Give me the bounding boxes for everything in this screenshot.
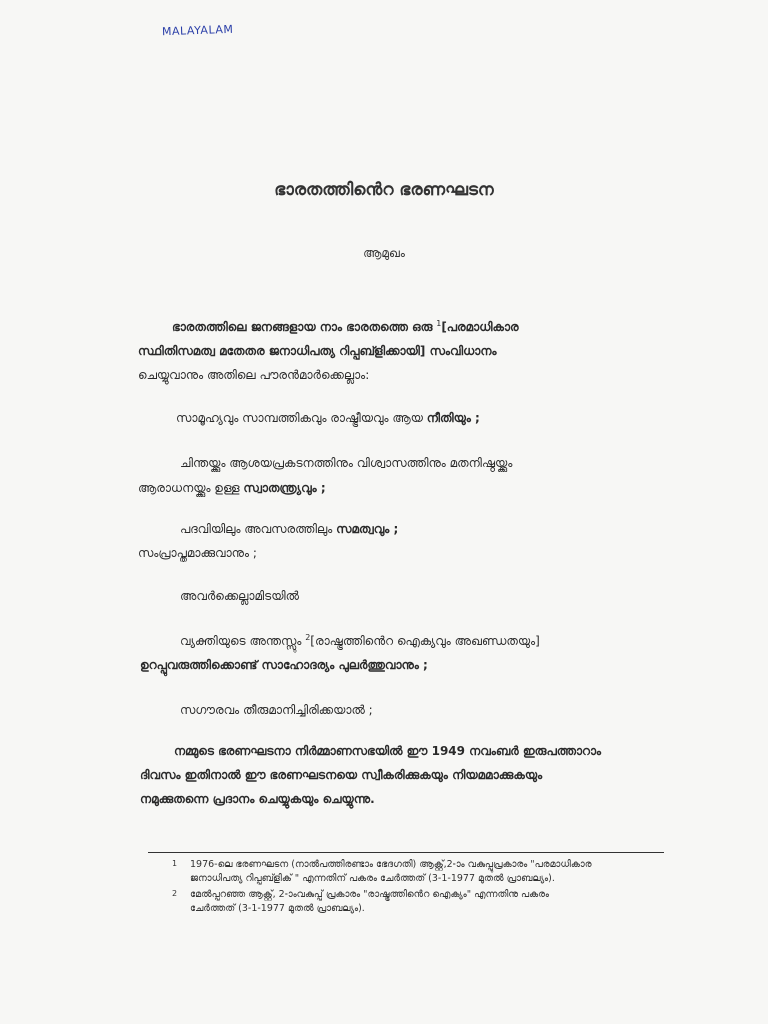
footnote-text: ചേർത്തത് (3-1-1977 മുതൽ പ്രാബല്യം). <box>190 902 365 914</box>
preamble-line <box>140 790 375 808</box>
preamble-line <box>138 479 326 497</box>
preamble-line <box>174 742 601 760</box>
preamble-text: നമുക്കുതന്നെ പ്രദാനം ചെയ്യുകയും ചെയ്യുന്നു. <box>140 792 375 806</box>
document-title: ഭാരതത്തിൻെറ ഭരണഘടന <box>274 180 494 200</box>
footnote-divider <box>148 852 664 853</box>
footnote-marker: 2 <box>172 889 178 898</box>
preamble-line <box>140 766 542 784</box>
preamble-line <box>180 701 373 719</box>
preamble-text: [രാഷ്ട്രത്തിൻെറ ഐക്യവും അഖണ്ഡതയും] <box>310 634 540 648</box>
preamble-line <box>138 366 369 384</box>
preamble-keyword: സ്വാതന്ത്ര്യവും ; <box>243 481 326 495</box>
preamble-text: ആരാധനയ്ക്കും ഉള്ള <box>138 481 240 495</box>
preamble-line <box>140 656 428 674</box>
preamble-text: ഭാരതത്തിലെ ജനങ്ങളായ നാം ഭാരതത്തെ ഒരു <box>172 320 433 334</box>
footnote <box>172 888 665 916</box>
document-subtitle: ആമുഖം <box>363 246 405 260</box>
preamble-text: ഉറപ്പുവരുത്തിക്കൊണ്ട് സാഹോദര്യം പുലർത്തുവാനും ; <box>140 658 428 672</box>
preamble-text: പദവിയിലും അവസരത്തിലും <box>180 522 333 536</box>
preamble-line <box>172 318 519 336</box>
handwritten-note: MALAYALAM <box>161 22 234 39</box>
preamble-text: സംപ്രാപ്തമാക്കുവാനും ; <box>138 546 257 560</box>
preamble-text: സാമൂഹ്യവും സാമ്പത്തികവും രാഷ്ട്രീയവും ആയ <box>176 411 423 425</box>
preamble-text: സഗൗരവം തീരുമാനിച്ചിരിക്കയാൽ ; <box>180 703 373 717</box>
footnote-marker: 1 <box>172 859 178 868</box>
preamble-line <box>138 544 257 562</box>
preamble-keyword: സമത്വവും ; <box>336 522 399 536</box>
footnote-ref: 2 <box>305 633 311 642</box>
preamble-keyword: നീതിയും ; <box>426 411 480 425</box>
preamble-line <box>180 587 299 605</box>
footnote-text: ജനാധിപത്യ റിപ്പബ്ളിക് " എന്നതിന് പകരം ചേർത്തത് (3-1-1977 മുതൽ പ്രാബല്യം). <box>190 872 555 884</box>
preamble-text: [പരമാധികാര <box>441 320 519 334</box>
preamble-line <box>138 342 497 360</box>
footnote <box>172 858 665 886</box>
footnote-text: 1976-ലെ ഭരണഘടന (നാൽപത്തിരണ്ടാം ഭേദഗതി) ആക്റ്റ്,2-ാം വകുപ്പുപ്രകാരം "പരമാധികാര <box>190 859 592 870</box>
preamble-text: അവർക്കെല്ലാമിടയിൽ <box>180 589 299 603</box>
preamble-line <box>180 454 512 472</box>
preamble-text: നമ്മുടെ ഭരണഘടനാ നിർമ്മാണസഭയിൽ ഈ 1949 നവംബർ ഇരുപത്താറാം <box>174 744 602 758</box>
preamble-line <box>180 520 398 538</box>
preamble-line <box>176 409 480 427</box>
preamble-text: സ്ഥിതിസമത്വ മതേതര ജനാധിപത്യ റിപ്പബ്ളിക്കായി] സംവിധാനം <box>138 344 497 358</box>
preamble-text: ചെയ്യുവാനും അതിലെ പൗരൻമാർക്കെല്ലാം: <box>138 368 370 382</box>
footnote-ref: 1 <box>436 319 442 328</box>
preamble-text: ചിന്തയ്ക്കും ആശയപ്രകടനത്തിനും വിശ്വാസത്തിനും മതനിഷ്ഠയ്ക്കും <box>180 456 513 470</box>
preamble-text: ദിവസം ഇതിനാൽ ഈ ഭരണഘടനയെ സ്വീകരിക്കുകയും നിയമമാക്കുകയും <box>140 768 543 782</box>
footnote-text: മേൽപ്പറഞ്ഞ ആക്റ്റ്, 2-ാംവകുപ്പ് പ്രകാരം "രാഷ്ട്രത്തിൻെറ ഐക്യം" എന്നതിനു പകരം <box>190 889 550 900</box>
preamble-line <box>180 632 540 650</box>
preamble-text: വ്യക്തിയുടെ അന്തസ്സും <box>180 634 302 648</box>
